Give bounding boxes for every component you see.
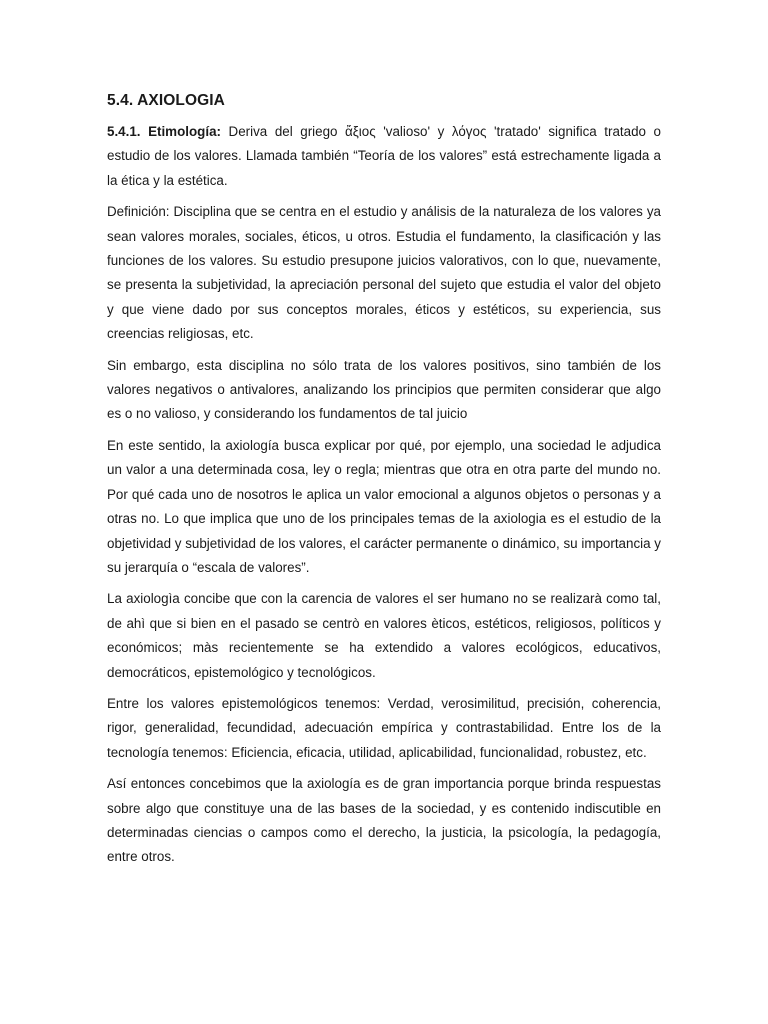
document-page: [107, 92, 661, 877]
paragraph-text: Deriva del griego ἄξιος 'valioso' y λόγος 'tratado' significa tratado o estudio de los valores. Llamada también “Teoría de los valores” está estrechamente ligada a la ética y la estética.: [107, 124, 661, 188]
section-heading: 5.4. AXIOLOGIA: [107, 92, 225, 109]
paragraph-valores-epistemologicos: [107, 692, 661, 765]
paragraph-carencia-valores: [107, 587, 661, 685]
paragraph-text: La axiologìa concibe que con la carencia de valores el ser humano no se realizarà como tal, de ahì que si bien en el pasado se centrò en valores èticos, estéticos, religiosos, políticos y económicos; màs recientemente se ha extendido a valores ecológicos, educativos, democráticos, epistemológico y tecnológicos.: [107, 591, 661, 680]
paragraph-en-este-sentido: [107, 434, 661, 580]
paragraph-text: Entre los valores epistemológicos tenemos: Verdad, verosimilitud, precisión, coherencia, rigor, generalidad, fecundidad, adecuación empírica y contrastabilidad. Entre los de la tecnología tenemos: Eficiencia, eficacia, utilidad, aplicabilidad, funcionalidad, robustez, etc.: [107, 695, 661, 760]
paragraph-text: Sin embargo, esta disciplina no sólo trata de los valores positivos, sino también de los valores negativos o antivalores, analizando los principios que permiten considerar que algo es o no valioso, y considerando los fundamentos de tal juicio: [107, 357, 661, 422]
paragraph-definicion: [107, 200, 661, 346]
paragraph-lead: 5.4.1. Etimología:: [107, 124, 221, 139]
paragraph-text: Así entonces concebimos que la axiología es de gran importancia porque brinda respuestas sobre algo que constituye una de las bases de la sociedad, y es contenido indiscutible en determinadas ciencias o campos como el derecho, la justicia, la psicología, la pedagogía, entre otros.: [107, 776, 661, 865]
paragraph-sin-embargo: [107, 354, 661, 427]
paragraph-etimologia: [107, 120, 661, 193]
paragraph-conclusion: [107, 772, 661, 870]
paragraph-text: En este sentido, la axiología busca explicar por qué, por ejemplo, una sociedad le adjudica un valor a una determinada cosa, ley o regla; mientras que otra en otra parte del mundo no. Por qué cada uno de nosotros le aplica un valor emocional a algunos objetos o personas y a otras no. Lo que implica que uno de los principales temas de la axiologia es el estudio de la objetividad y subjetividad de los valores, el carácter permanente o dinámico, su importancia y su jerarquía o “escala de valores”.: [107, 437, 661, 575]
paragraph-text: Definición: Disciplina que se centra en el estudio y análisis de la naturaleza de los valores ya sean valores morales, sociales, éticos, u otros. Estudia el fundamento, la clasificación y las funciones de los valores. Su estudio presupone juicios valorativos, con lo que, nuevamente, se presenta la subjetividad, la apreciación personal del sujeto que estudia el valor del objeto y que viene dado por sus conceptos morales, éticos y estéticos, su experiencia, sus creencias religiosas, etc.: [107, 204, 661, 342]
